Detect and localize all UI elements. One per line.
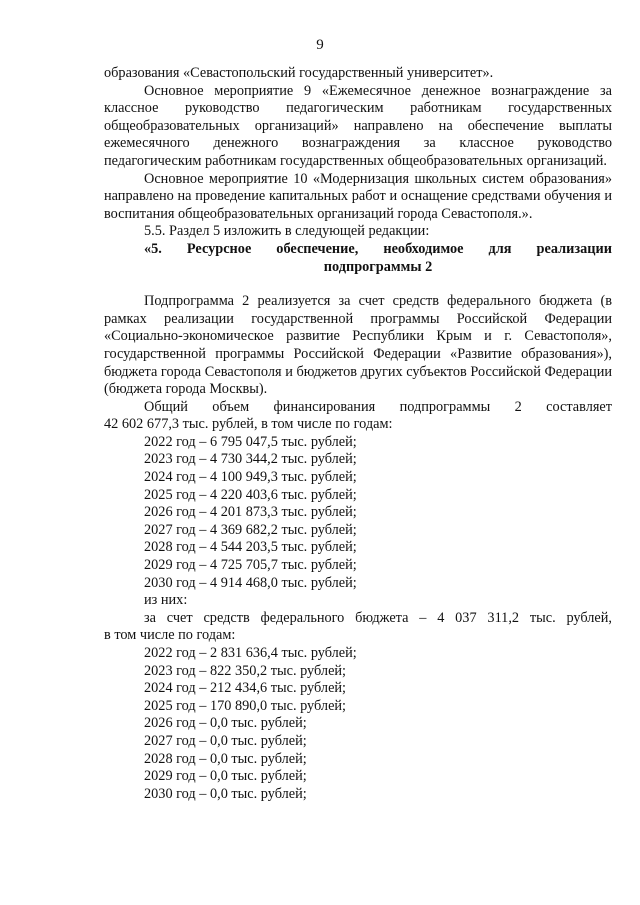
list-item: 2022 год – 2 831 636,4 тыс. рублей; [144, 645, 357, 661]
document-body [104, 65, 612, 803]
list-item: 2023 год – 822 350,2 тыс. рублей; [144, 662, 347, 679]
section-heading-line2: подпрограммы 2 [323, 258, 433, 275]
federal-funding-line2: в том числе по годам: [104, 627, 236, 644]
list-item: 2029 год – 0,0 тыс. рублей; [144, 768, 307, 785]
paragraph-funding-sources: Подпрограмма 2 реализуется за счет средств федерального бюджета (в рамках реализации государственной программы Российской Федерации «Социально-экономическое развитие Республики Крым и г. Севастополя», государственной программы Российской Федерации «Развитие образования»), бюджета города Севастополя и бюджетов других субъектов Российской Федерации (бюджета города Москвы). [104, 293, 612, 398]
list-item: 2025 год – 4 220 403,6 тыс. рублей; [144, 486, 357, 503]
list-item: 2023 год – 4 730 344,2 тыс. рублей; [144, 451, 357, 468]
paragraph-section-5-5: 5.5. Раздел 5 изложить в следующей редакции: [144, 223, 430, 240]
paragraph-measure-9: Основное мероприятие 9 «Ежемесячное денежное вознаграждение за классное руководство педагогическим работникам государственных общеобразовательных организаций» направлено на обеспечение выплаты ежемесячного денежного вознаграждения за классное руководство педагогическим работникам государственных общеобразовательных организаций. [104, 82, 612, 169]
list-item: 2030 год – 4 914 468,0 тыс. рублей; [144, 574, 357, 591]
paragraph-measure-10: Основное мероприятие 10 «Модернизация школьных систем образования» направлено на проведение капитальных работ и оснащение средствами обучения и воспитания общеобразовательных организаций города Севастополя.». [104, 170, 612, 222]
list-item: 2029 год – 4 725 705,7 тыс. рублей; [144, 557, 357, 574]
list-item: 2024 год – 4 100 949,3 тыс. рублей; [144, 469, 357, 486]
list-item: 2027 год – 4 369 682,2 тыс. рублей; [144, 521, 357, 538]
total-funding-line2: 42 602 677,3 тыс. рублей, в том числе по годам: [104, 416, 393, 433]
list-item: 2028 год – 0,0 тыс. рублей; [144, 750, 307, 767]
list-item: 2026 год – 4 201 873,3 тыс. рублей; [144, 504, 357, 521]
list-item: 2024 год – 212 434,6 тыс. рублей; [144, 680, 347, 697]
page-number: 9 [316, 37, 324, 53]
section-heading [104, 241, 612, 276]
list-item: 2022 год – 6 795 047,5 тыс. рублей; [144, 433, 357, 450]
total-funding-line1: Общий объем финансирования подпрограммы 2 составляет [144, 398, 612, 415]
federal-funding-years [104, 645, 612, 803]
list-item: 2025 год – 170 890,0 тыс. рублей; [144, 697, 347, 714]
list-item: 2030 год – 0,0 тыс. рублей; [144, 785, 307, 802]
list-item: 2026 год – 0,0 тыс. рублей; [144, 715, 307, 732]
federal-funding-line1: за счет средств федерального бюджета – 4 037 311,2 тыс. рублей, [144, 609, 612, 626]
total-funding-years [104, 434, 612, 610]
paragraph-university: образования «Севастопольский государственный университет». [104, 65, 494, 81]
section-heading-line1: «5. Ресурсное обеспечение, необходимое для реализации [144, 240, 612, 257]
list-item: 2027 год – 0,0 тыс. рублей; [144, 732, 307, 749]
of-them-label: из них: [144, 592, 188, 609]
list-item: 2028 год – 4 544 203,5 тыс. рублей; [144, 539, 357, 556]
